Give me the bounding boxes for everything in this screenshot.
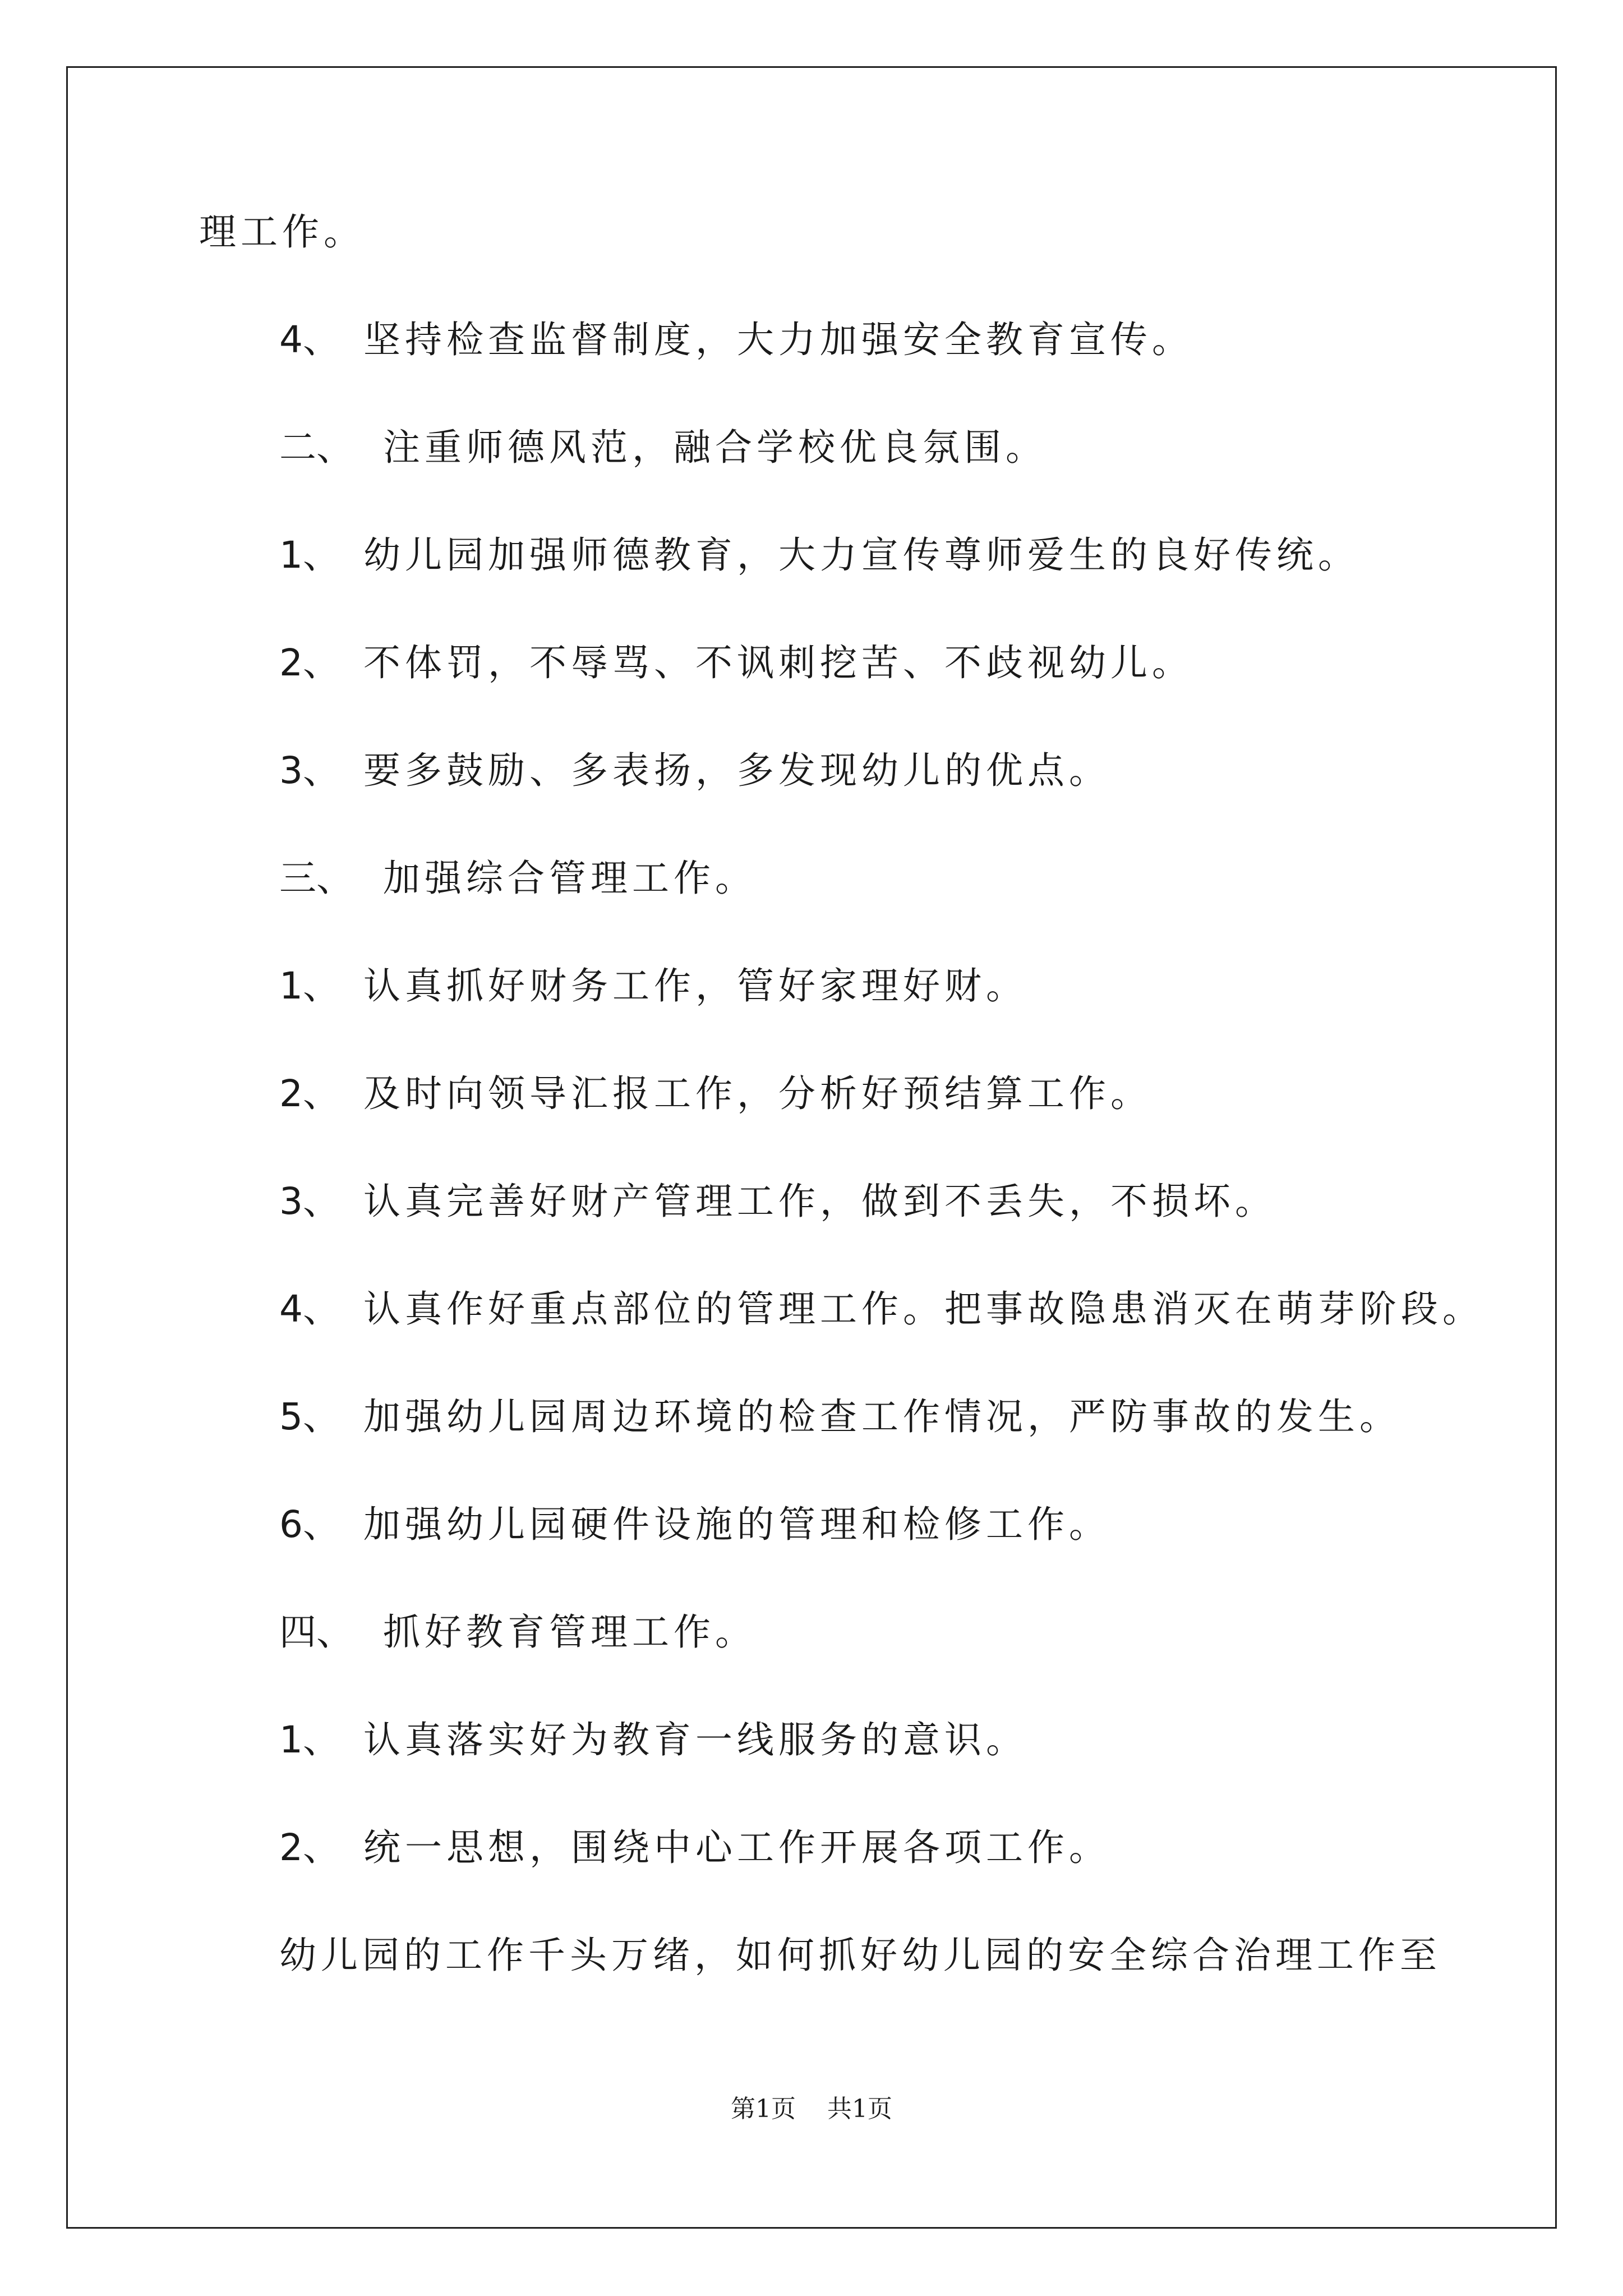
item-number: 1、: [279, 533, 340, 577]
page-total: 共1页: [827, 2095, 892, 2123]
paragraph-line: [199, 210, 365, 255]
item-text: 及时向领导汇报工作，分析好预结算工作。: [363, 1072, 1152, 1115]
item-text: 认真落实好为教育一线服务的意识。: [363, 1718, 1027, 1761]
page-number: 第1页: [731, 2095, 796, 2123]
section-title: 注重师德风范，融合学校优良氛围。: [383, 426, 1047, 469]
item-number: 4、: [279, 318, 340, 361]
item-number: 4、: [279, 1287, 340, 1331]
item-number: 1、: [279, 1718, 340, 1761]
item-text: 不体罚，不辱骂、不讽刺挖苦、不歧视幼儿。: [363, 641, 1193, 684]
section-heading: [279, 425, 1047, 470]
item-number: 2、: [279, 1826, 340, 1869]
item-text: 认真作好重点部位的管理工作。把事故隐患消灭在萌芽阶段。: [363, 1287, 1484, 1331]
item-text: 认真抓好财务工作，管好家理好财。: [363, 964, 1027, 1007]
line-text: 幼儿园的工作千头万绪，如何抓好幼儿园的安全综合治理工作至: [279, 1934, 1441, 1977]
list-item: [279, 964, 1027, 1009]
item-text: 幼儿园加强师德教育，大力宣传尊师爱生的良好传统。: [363, 533, 1359, 577]
item-text: 加强幼儿园周边环境的检查工作情况，严防事故的发生。: [363, 1395, 1401, 1438]
item-number: 5、: [279, 1395, 340, 1438]
item-number: 6、: [279, 1503, 340, 1546]
list-item: [279, 1502, 1110, 1547]
paragraph-line: [279, 1933, 1441, 1978]
list-item: [279, 1825, 1110, 1870]
section-title: 抓好教育管理工作。: [383, 1611, 757, 1654]
section-number: 四、: [279, 1611, 353, 1654]
list-item: [279, 1718, 1027, 1763]
list-item: [279, 1395, 1401, 1439]
list-item: [279, 1179, 1276, 1224]
list-item: [279, 1071, 1152, 1116]
item-number: 1、: [279, 964, 340, 1007]
list-item: [279, 318, 1193, 362]
item-text: 加强幼儿园硬件设施的管理和检修工作。: [363, 1503, 1110, 1546]
item-text: 要多鼓励、多表扬，多发现幼儿的优点。: [363, 749, 1110, 792]
item-number: 3、: [279, 749, 340, 792]
list-item: [279, 533, 1359, 578]
section-number: 三、: [279, 857, 353, 900]
list-item: [279, 1287, 1484, 1332]
page-footer: [0, 2093, 1623, 2125]
line-text: 理工作。: [199, 210, 365, 254]
section-number: 二、: [279, 426, 353, 469]
item-number: 3、: [279, 1180, 340, 1223]
item-number: 2、: [279, 1072, 340, 1115]
list-item: [279, 641, 1193, 685]
section-heading: [279, 856, 757, 901]
item-text: 认真完善好财产管理工作，做到不丢失，不损坏。: [363, 1180, 1276, 1223]
item-text: 坚持检查监督制度，大力加强安全教育宣传。: [363, 318, 1193, 361]
item-number: 2、: [279, 641, 340, 684]
section-title: 加强综合管理工作。: [383, 857, 757, 900]
section-heading: [279, 1610, 757, 1655]
item-text: 统一思想，围绕中心工作开展各项工作。: [363, 1826, 1110, 1869]
page-border: [66, 66, 1557, 2229]
list-item: [279, 748, 1110, 793]
